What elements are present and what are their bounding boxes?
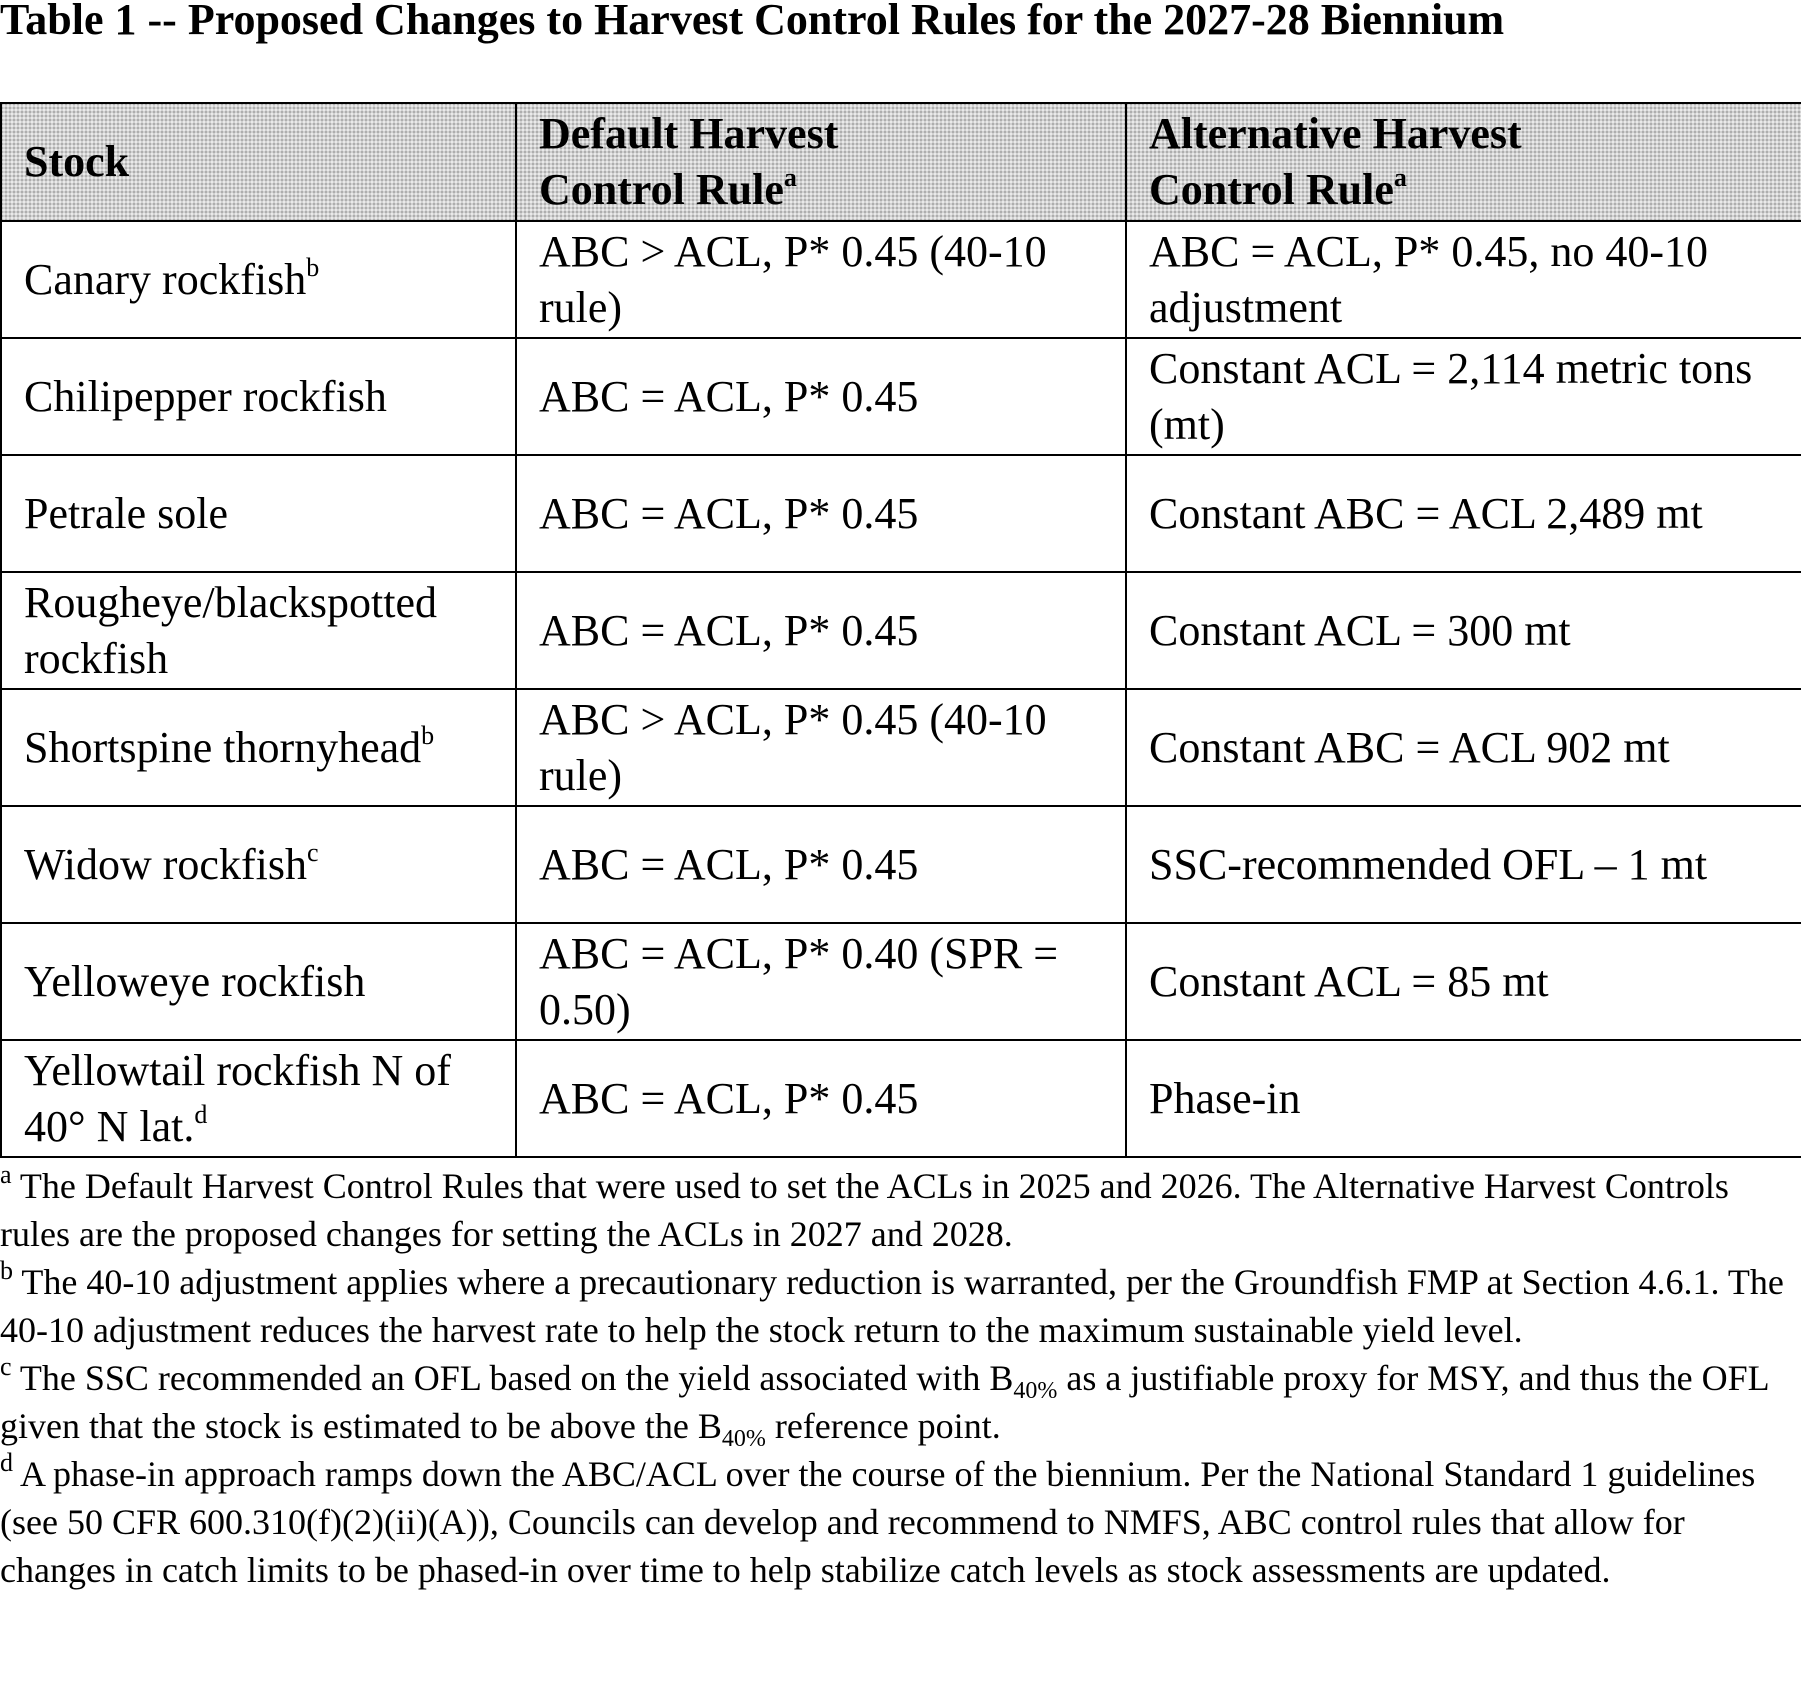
table-row (1, 1040, 1801, 1157)
header-stock: Stock (1, 103, 516, 221)
table-row (1, 689, 1801, 806)
table-row (1, 572, 1801, 689)
stock-cell: Yellowtail rockfish N of 40° N lat.$^d$ (1, 1040, 516, 1157)
footnote-d: $^d$ A phase-in approach ramps down the ABC/ACL over the course of the biennium. Per the National Standard 1 guidelines (see 50 CFR 600.310(f)(2)(ii)(A)), Councils can develop and recommend to NMFS, ABC control rules that allow for changes in catch limits to be phased-in over time to help stabilize catch levels as stock assessments are updated. (0, 1448, 1756, 1590)
default-rule-cell: ABC > ACL, P* 0.45 (40-10 rule) (516, 221, 1126, 338)
alternative-rule-cell: Constant ABC = ACL 2,489 mt (1126, 455, 1801, 572)
stock-cell: Widow rockfish$^c$ (1, 806, 516, 923)
alternative-rule-cell: Constant ACL = 300 mt (1126, 572, 1801, 689)
header-alternative-rule: Alternative Harvest Control Rule$^a$ (1126, 103, 1801, 221)
alternative-rule-cell: SSC-recommended OFL – 1 mt (1126, 806, 1801, 923)
harvest-control-rules-table (0, 102, 1801, 1158)
table-title: Table 1 -- Proposed Changes to Harvest Control Rules for the 2027-28 Biennium (0, 0, 1505, 44)
stock-cell: Petrale sole (1, 455, 516, 572)
default-rule-cell: ABC = ACL, P* 0.40 (SPR = 0.50) (516, 923, 1126, 1040)
default-rule-cell: ABC > ACL, P* 0.45 (40-10 rule) (516, 689, 1126, 806)
stock-cell: Shortspine thornyhead$^b$ (1, 689, 516, 806)
default-rule-cell: ABC = ACL, P* 0.45 (516, 572, 1126, 689)
table-row (1, 806, 1801, 923)
table-row (1, 338, 1801, 455)
alternative-rule-cell: ABC = ACL, P* 0.45, no 40-10 adjustment (1126, 221, 1801, 338)
header-default-rule: Default Harvest Control Rule$^a$ (516, 103, 1126, 221)
footnote-c: $^c$ The SSC recommended an OFL based on the yield associated with $B_{40\%}$ as a justifiable proxy for MSY, and thus the OFL given that the stock is estimated to be above the $B_{40\%}$ reference point. (0, 1352, 1769, 1453)
footnote-b: $^b$ The 40-10 adjustment applies where a precautionary reduction is warranted, per the Groundfish FMP at Section 4.6.1. The 40-10 adjustment reduces the harvest rate to help the stock return to the maximum sustainable yield level. (0, 1256, 1784, 1350)
stock-cell: Rougheye/blackspotted rockfish (1, 572, 516, 689)
stock-cell: Yelloweye rockfish (1, 923, 516, 1040)
alternative-rule-cell: Constant ACL = 85 mt (1126, 923, 1801, 1040)
default-rule-cell: ABC = ACL, P* 0.45 (516, 455, 1126, 572)
default-rule-cell: ABC = ACL, P* 0.45 (516, 1040, 1126, 1157)
footnotes (0, 1162, 1801, 1594)
alternative-rule-cell: Constant ABC = ACL 902 mt (1126, 689, 1801, 806)
alternative-rule-cell: Constant ACL = 2,114 metric tons (mt) (1126, 338, 1801, 455)
stock-cell: Chilipepper rockfish (1, 338, 516, 455)
table-header-row (1, 103, 1801, 221)
footnote-a: $^a$ The Default Harvest Control Rules that were used to set the ACLs in 2025 and 2026. The Alternative Harvest Controls rules are the proposed changes for setting the ACLs in 2027 and 2028. (0, 1160, 1729, 1254)
alternative-rule-cell: Phase-in (1126, 1040, 1801, 1157)
table-row (1, 455, 1801, 572)
table-row (1, 221, 1801, 338)
default-rule-cell: ABC = ACL, P* 0.45 (516, 338, 1126, 455)
table-row (1, 923, 1801, 1040)
default-rule-cell: ABC = ACL, P* 0.45 (516, 806, 1126, 923)
stock-cell: Canary rockfish$^b$ (1, 221, 516, 338)
